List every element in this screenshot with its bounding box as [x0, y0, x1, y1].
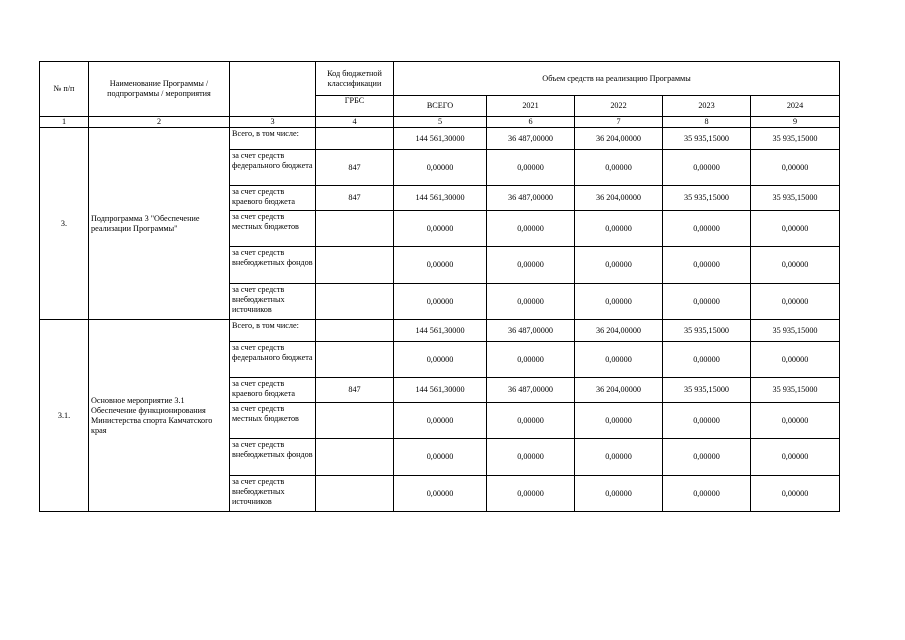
header-num: № п/п — [40, 62, 89, 117]
year-2021-cell: 36 487,00000 — [487, 128, 575, 150]
year-2022-cell: 0,00000 — [575, 211, 663, 247]
grbs-cell — [316, 247, 394, 284]
funding-source: Всего, в том числе: — [230, 128, 316, 150]
funding-source: за счет средств местных бюджетов — [230, 403, 316, 439]
funding-source: за счет средств внебюджетных фондов — [230, 439, 316, 476]
header-total: ВСЕГО — [394, 96, 487, 117]
block-number: 3. — [40, 128, 89, 320]
year-2021-cell: 0,00000 — [487, 284, 575, 320]
header-year-2023: 2023 — [663, 96, 751, 117]
year-2024-cell: 0,00000 — [751, 476, 840, 512]
year-2024-cell: 35 935,15000 — [751, 320, 840, 342]
year-2024-cell: 0,00000 — [751, 150, 840, 186]
funding-source: за счет средств внебюджетных фондов — [230, 247, 316, 284]
year-2021-cell: 36 487,00000 — [487, 186, 575, 211]
header-year-2021: 2021 — [487, 96, 575, 117]
funding-source: за счет средств внебюджетных источников — [230, 476, 316, 512]
total-cell: 144 561,30000 — [394, 128, 487, 150]
col-number: 2 — [89, 117, 230, 128]
col-number: 4 — [316, 117, 394, 128]
grbs-cell: 847 — [316, 186, 394, 211]
col-number: 8 — [663, 117, 751, 128]
col-number: 9 — [751, 117, 840, 128]
year-2023-cell: 0,00000 — [663, 476, 751, 512]
grbs-cell: 847 — [316, 378, 394, 403]
grbs-cell — [316, 439, 394, 476]
year-2024-cell: 0,00000 — [751, 211, 840, 247]
table-row — [40, 128, 840, 150]
block-number: 3.1. — [40, 320, 89, 512]
year-2023-cell: 0,00000 — [663, 211, 751, 247]
year-2022-cell: 36 204,00000 — [575, 186, 663, 211]
year-2024-cell: 0,00000 — [751, 284, 840, 320]
funding-source: за счет средств федерального бюджета — [230, 342, 316, 378]
funding-source: за счет средств краевого бюджета — [230, 186, 316, 211]
total-cell: 0,00000 — [394, 211, 487, 247]
year-2021-cell: 36 487,00000 — [487, 378, 575, 403]
year-2022-cell: 0,00000 — [575, 476, 663, 512]
year-2021-cell: 0,00000 — [487, 247, 575, 284]
grbs-cell — [316, 128, 394, 150]
header-volume: Объем средств на реализацию Программы — [394, 62, 840, 96]
year-2021-cell: 36 487,00000 — [487, 320, 575, 342]
year-2023-cell: 35 935,15000 — [663, 186, 751, 211]
header-grbs: ГРБС — [316, 96, 394, 117]
year-2021-cell: 0,00000 — [487, 150, 575, 186]
total-cell: 0,00000 — [394, 150, 487, 186]
year-2023-cell: 0,00000 — [663, 403, 751, 439]
year-2022-cell: 0,00000 — [575, 439, 663, 476]
grbs-cell — [316, 476, 394, 512]
total-cell: 0,00000 — [394, 247, 487, 284]
grbs-cell — [316, 211, 394, 247]
table-row — [40, 320, 840, 342]
total-cell: 144 561,30000 — [394, 186, 487, 211]
total-cell: 0,00000 — [394, 439, 487, 476]
funding-source: за счет средств краевого бюджета — [230, 378, 316, 403]
funding-source: Всего, в том числе: — [230, 320, 316, 342]
header-year-2022: 2022 — [575, 96, 663, 117]
block-title: Подпрограмма 3 "Обеспечение реализации Программы" — [89, 128, 230, 320]
year-2024-cell: 0,00000 — [751, 403, 840, 439]
header-name: Наименование Программы / подпрограммы / мероприятия — [89, 62, 230, 117]
grbs-cell: 847 — [316, 150, 394, 186]
total-cell: 0,00000 — [394, 342, 487, 378]
year-2022-cell: 0,00000 — [575, 342, 663, 378]
year-2024-cell: 35 935,15000 — [751, 378, 840, 403]
header-kbk: Код бюджетной классификации — [316, 62, 394, 96]
year-2024-cell: 0,00000 — [751, 342, 840, 378]
block-title: Основное мероприятие 3.1 Обеспечение функционирования Министерства спорта Камчатского края — [89, 320, 230, 512]
year-2022-cell: 0,00000 — [575, 247, 663, 284]
grbs-cell — [316, 320, 394, 342]
year-2021-cell: 0,00000 — [487, 476, 575, 512]
col-number: 6 — [487, 117, 575, 128]
program-funding-table — [39, 61, 840, 512]
funding-source: за счет средств местных бюджетов — [230, 211, 316, 247]
year-2021-cell: 0,00000 — [487, 211, 575, 247]
year-2023-cell: 0,00000 — [663, 284, 751, 320]
year-2024-cell: 0,00000 — [751, 439, 840, 476]
year-2023-cell: 35 935,15000 — [663, 128, 751, 150]
year-2022-cell: 0,00000 — [575, 150, 663, 186]
year-2021-cell: 0,00000 — [487, 342, 575, 378]
funding-source: за счет средств внебюджетных источников — [230, 284, 316, 320]
year-2022-cell: 36 204,00000 — [575, 128, 663, 150]
year-2023-cell: 0,00000 — [663, 439, 751, 476]
year-2024-cell: 35 935,15000 — [751, 128, 840, 150]
grbs-cell — [316, 403, 394, 439]
year-2024-cell: 35 935,15000 — [751, 186, 840, 211]
year-2024-cell: 0,00000 — [751, 247, 840, 284]
total-cell: 144 561,30000 — [394, 320, 487, 342]
year-2023-cell: 0,00000 — [663, 150, 751, 186]
total-cell: 144 561,30000 — [394, 378, 487, 403]
total-cell: 0,00000 — [394, 476, 487, 512]
col-number: 3 — [230, 117, 316, 128]
year-2022-cell: 36 204,00000 — [575, 320, 663, 342]
year-2022-cell: 0,00000 — [575, 284, 663, 320]
col-number: 7 — [575, 117, 663, 128]
year-2021-cell: 0,00000 — [487, 403, 575, 439]
year-2022-cell: 36 204,00000 — [575, 378, 663, 403]
header-blank — [230, 62, 316, 117]
col-number: 1 — [40, 117, 89, 128]
header-year-2024: 2024 — [751, 96, 840, 117]
year-2023-cell: 0,00000 — [663, 342, 751, 378]
year-2021-cell: 0,00000 — [487, 439, 575, 476]
total-cell: 0,00000 — [394, 284, 487, 320]
funding-source: за счет средств федерального бюджета — [230, 150, 316, 186]
grbs-cell — [316, 342, 394, 378]
col-number: 5 — [394, 117, 487, 128]
total-cell: 0,00000 — [394, 403, 487, 439]
grbs-cell — [316, 284, 394, 320]
year-2023-cell: 0,00000 — [663, 247, 751, 284]
year-2023-cell: 35 935,15000 — [663, 378, 751, 403]
year-2023-cell: 35 935,15000 — [663, 320, 751, 342]
year-2022-cell: 0,00000 — [575, 403, 663, 439]
